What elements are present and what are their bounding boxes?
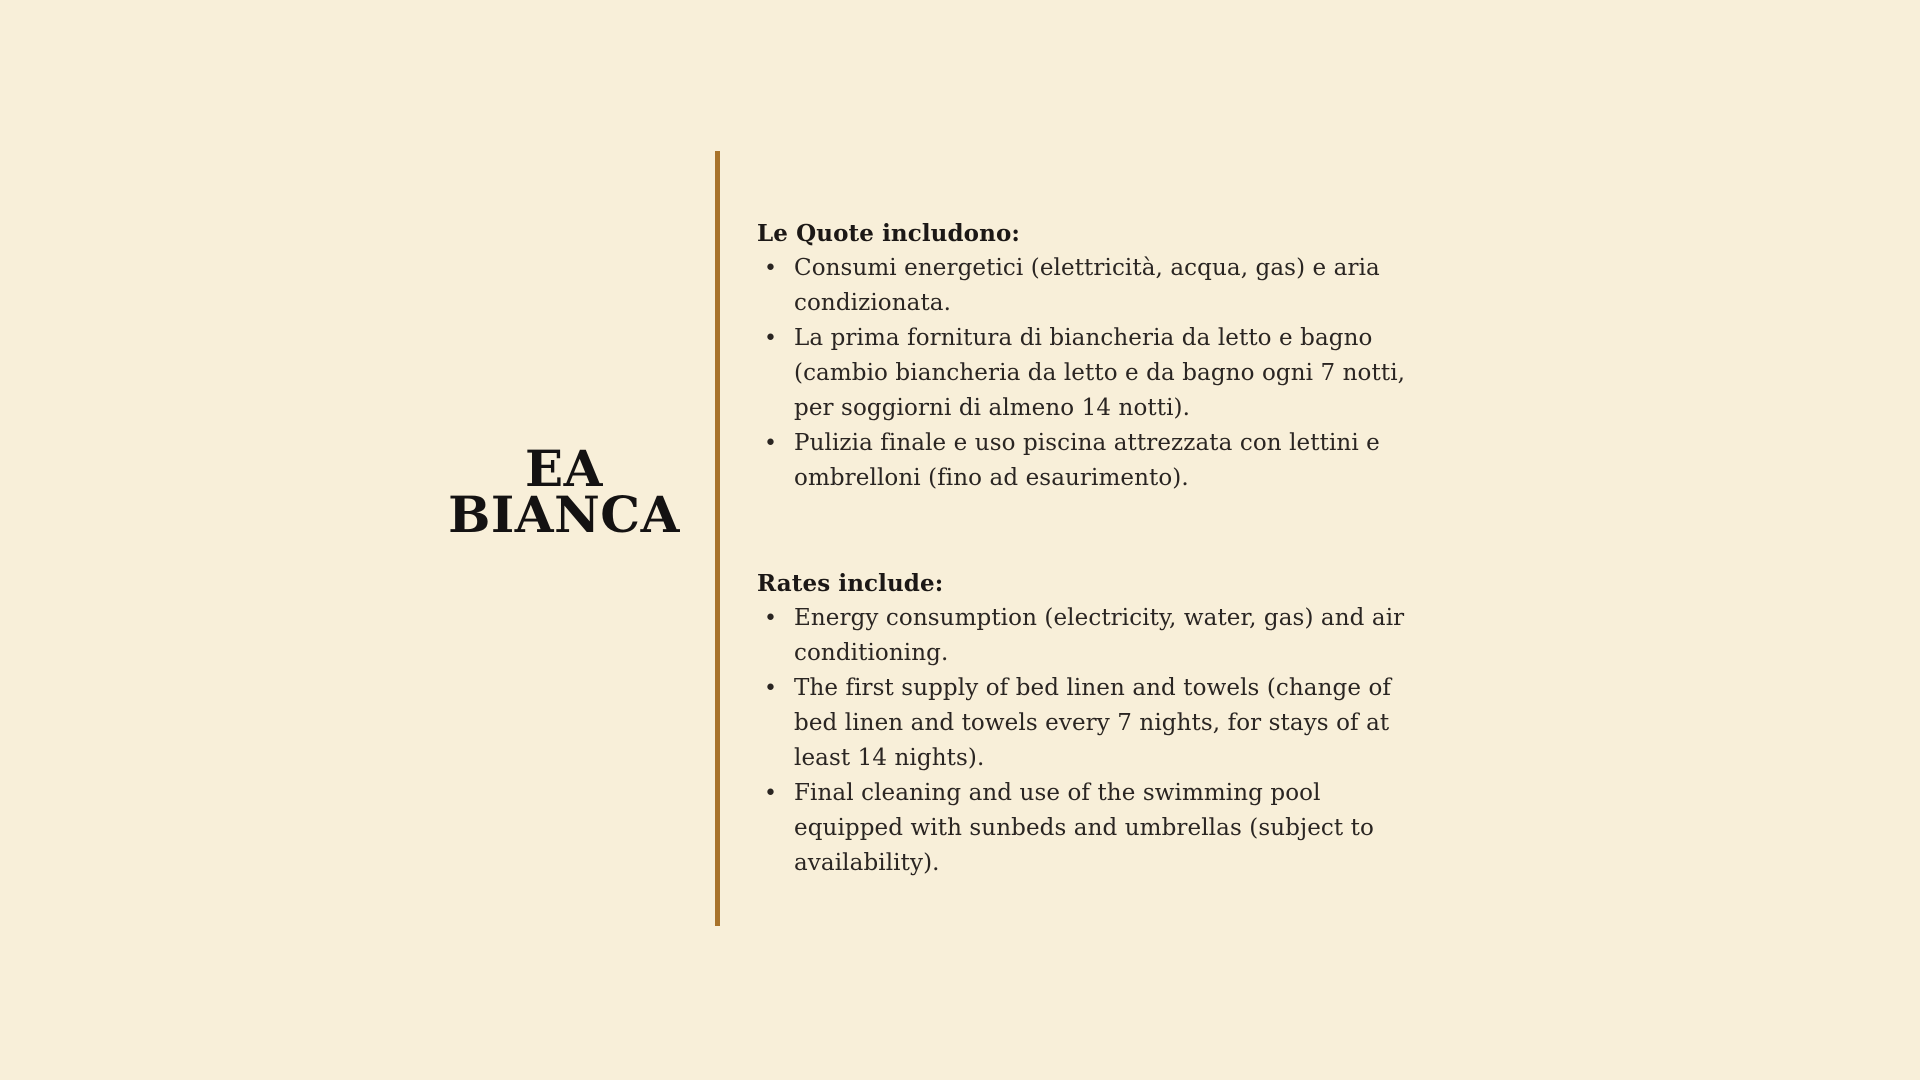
english-heading: Rates include: [757,570,944,597]
list-item: • Consumi energetici (elettricità, acqua, gas) e aria condizionata. [757,251,1427,321]
rates-content [757,216,1427,881]
english-list [757,601,1427,881]
page-title [440,439,688,544]
vertical-divider [715,151,720,926]
list-item: • Energy consumption (electricity, water, gas) and air conditioning. [757,601,1427,671]
list-item: • The first supply of bed linen and towels (change of bed linen and towels every 7 nights, for stays of at least 14 nights). [757,671,1427,776]
list-item: • Pulizia finale e uso piscina attrezzata con lettini e ombrelloni (fino ad esaurimento). [757,426,1427,496]
italian-section [757,216,1427,496]
italian-heading: Le Quote includono: [757,220,1020,247]
list-item: • La prima fornitura di biancheria da letto e bagno (cambio biancheria da letto e da bagno ogni 7 notti, per soggiorni di almeno 14 notti). [757,321,1427,426]
english-section [757,566,1427,881]
list-item: • Final cleaning and use of the swimming pool equipped with sunbeds and umbrellas (subject to availability). [757,776,1427,881]
italian-list [757,251,1427,496]
section-spacer [757,496,1427,566]
page-title-line-2: BIANCA [448,485,680,544]
page-title-line-1: EA [525,439,603,498]
